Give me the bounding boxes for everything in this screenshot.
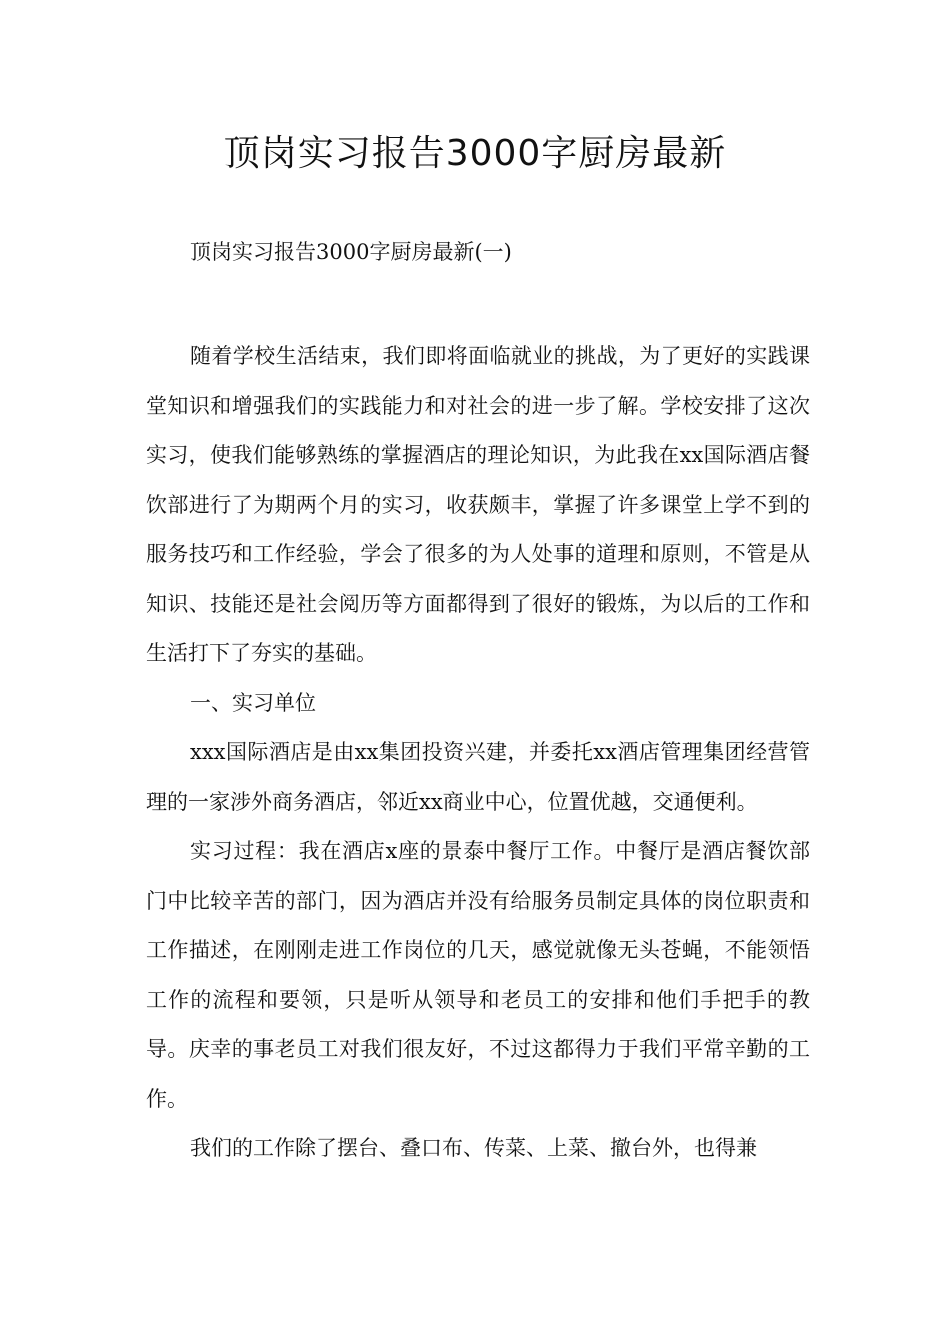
section-heading-internship-unit: 一、实习单位 bbox=[190, 690, 316, 715]
document-title: 顶岗实习报告3000字厨房最新 bbox=[223, 133, 727, 174]
paragraph-intro: 随着学校生活结束，我们即将面临就业的挑战，为了更好的实践课堂知识和增强我们的实践能力和对社会的进一步了解。学校安排了这次实习，使我们能够熟练的掌握酒店的理论知识，为此我在xx国际酒店餐饮部进行了为期两个月的实习，收获颇丰，掌握了许多课堂上学不到的服务技巧和工作经验，学会了很多的为人处事的道理和原则，不管是从知识、技能还是社会阅历等方面都得到了很好的锻炼，为以后的工作和生活打下了夯实的基础。 bbox=[146, 344, 810, 665]
document-subtitle: 顶岗实习报告3000字厨房最新(一) bbox=[190, 240, 512, 264]
paragraph-internship-process: 实习过程：我在酒店x座的景泰中餐厅工作。中餐厅是酒店餐饮部门中比较辛苦的部门，因为酒店并没有给服务员制定具体的岗位职责和工作描述，在刚刚走进工作岗位的几天，感觉就像无头苍蝇，不能领悟工作的流程和要领，只是听从领导和老员工的安排和他们手把手的教导。庆幸的事老员工对我们很友好，不过这都得力于我们平常辛勤的工作。 bbox=[146, 839, 810, 1111]
paragraph-work-duties: 我们的工作除了摆台、叠口布、传菜、上菜、撤台外，也得兼 bbox=[190, 1136, 757, 1160]
paragraph-hotel-description: xxx国际酒店是由xx集团投资兴建，并委托xx酒店管理集团经营管理的一家涉外商务酒店，邻近xx商业中心，位置优越，交通便利。 bbox=[146, 740, 810, 814]
document-body bbox=[146, 332, 810, 1174]
